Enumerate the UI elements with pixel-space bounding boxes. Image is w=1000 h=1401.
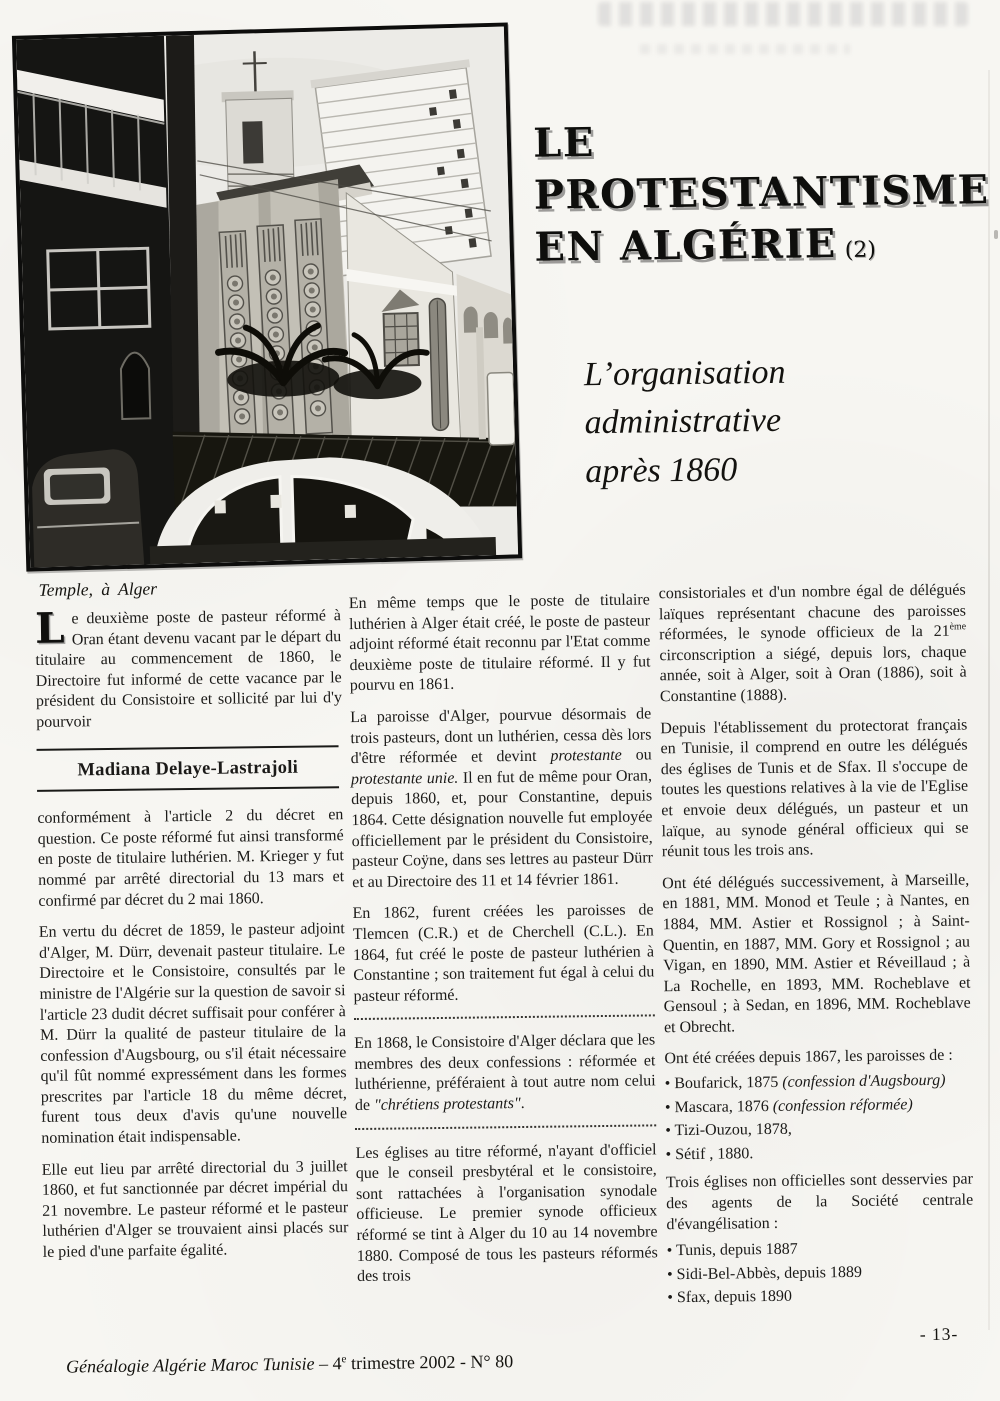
temple-photo [12, 22, 522, 571]
photo-caption: Temple, à Alger [38, 578, 158, 600]
journal-footer: Généalogie Algérie Maroc Tunisie – 4e trimestre 2002 - N° 80 [65, 1351, 514, 1377]
paragraph: Les églises au titre réformé, n'ayant d'officiel que le conseil presbytéral et le consistoire, sont rattachées à l'organisation synodale officieuse. Le premier synode officieux réformé se tint à Alger du 10 au 14 novembre 1880. Composé de tous les pasteurs réformés des trois [355, 1141, 658, 1286]
drop-cap: L [34, 603, 65, 653]
column-1 [34, 603, 349, 1274]
title-line-1: LE [532, 119, 596, 167]
paragraph: La paroisse d'Alger, pourvue désormais de trois pasteurs, dont un luthérien, cessa dès lors d'être réformée et devint protestante ou protestante unie. Il en fut de même pour Oran, depuis 1860, et, pour Constantine, depuis 1864. Cette désignation nouvelle fut employée officiellement par le président du Consistoire, pasteur Coÿne, dans ses lettres au pasteur Dürr et au Directoire des 11 et 14 février 1861. [350, 705, 654, 891]
subtitle-line-2: administrative [584, 402, 782, 442]
paragraph: Ont été créées depuis 1867, les paroisses de : [664, 1047, 953, 1068]
subtitle-line-1: L’organisation [583, 353, 786, 394]
author-box [37, 745, 340, 792]
dotted-separator [354, 1015, 655, 1021]
paragraph: consistoriales et d'un nombre égal de délégués laïques représentant chacune des paroisses réformées, le synode officieux de la 21ème circonscription a siégé, depuis lors, chaque année, soit à Alger, soit à Oran (1886), soit à Constantine (1888). [658, 581, 967, 706]
paragraph: Trois églises non officielles sont desservies par des agents de la Société centrale d'évangélisation : [665, 1170, 974, 1233]
paragraph: En 1868, le Consistoire d'Alger déclara que les membres des deux confessions : réformée et luthérienne, préféraient à tout autre nom celui de "chrétiens protestants". [354, 1031, 656, 1115]
column-3 [659, 581, 975, 1313]
paragraph: En vertu du décret de 1859, le pasteur adjoint d'Alger, M. Dürr, devenait pasteur titulaire. Le Directoire et le Consistoire, consultés par le ministre de l'Algérie sur la question de savoir si l'article 23 dudit décret suffisait pour conférer à M. Dürr la qualité de pasteur titulaire de la confession d'Augsbourg, ou s'il était nécessaire qu'il fût nommé expressément dans les formes prescrites par l'article 18 du même décret, furent tous deux d'avis qu'une nouvelle nomination était indispensable. [38, 920, 348, 1147]
paragraph: En même temps que le poste de titulaire luthérien à Alger était créé, le poste de pasteur adjoint réformé était reconnu par l'Etat comme deuxième poste de titulaire réformé. Il y fut pourvu en 1861. [348, 591, 651, 695]
article-subtitle [584, 346, 986, 496]
list-item: • Tunis, depuis 1887 [666, 1240, 798, 1260]
page-number: - 13- [919, 1323, 959, 1345]
list-item: • Boufarick, 1875 (confession d'Augsbourg) [664, 1071, 946, 1093]
title-line-2: PROTESTANTISME [533, 166, 990, 219]
scan-speck [994, 230, 998, 239]
list-item: • Mascara, 1876 (confession réformée) [664, 1095, 913, 1116]
paragraph: Depuis l'établissement du protectorat français en Tunisie, il comprend en outre les délégués des églises de Tunis et de Sfax. Il s'occupe de toutes les questions relatives à la vie de l'Eglise et envoie deux délégués, un pasteur et un laïque, au synode général officieux qui se réunit tous les trois ans. [660, 716, 969, 861]
paragraph: En 1862, furent créées les paroisses de Tlemcen (C.R.) et de Cherchell (C.L.). En 1864, fut créé le poste de pasteur luthérien à Constantine ; son traitement fut égal à celui du pasteur réformé. [352, 901, 655, 1005]
author-name: Madiana Delaye-Lastrajoli [77, 757, 299, 780]
list-item: • Sidi-Bel-Abbès, depuis 1889 [666, 1263, 863, 1284]
list-item: • Sfax, depuis 1890 [667, 1288, 793, 1307]
paragraph: Ont été délégués successivement, à Marseille, en 1881, MM. Monod et Teule ; à Nantes, en 1884, MM. Astier et Rossignol ; à Saint-Quentin, en 1887, MM. Gory et Rossignol ; au Vigan, en 1890, MM. Astier et Réveillaud ; à La Rochelle, en 1893, MM. Rocheblave et Gensoul ; à Sedan, en 1896, MM. Rocheblave et Obrecht. [662, 871, 971, 1037]
list-item: • Tizi-Ouzou, 1878, [665, 1120, 792, 1140]
title-part-number: (2) [844, 237, 877, 263]
subtitle-line-3: après 1860 [584, 450, 738, 490]
article-title [532, 112, 990, 273]
paragraph: Elle eut lieu par arrêté directorial du 3 juillet 1860, et fut sanctionnée par décret impérial du 21 novembre. Le pasteur réformé et le pasteur luthérien d'Alger se trouvaient ainsi placés sur le pied d'une parfaite égalité. [41, 1157, 349, 1261]
dotted-separator [355, 1124, 656, 1130]
list-item: • Sétif , 1880. [665, 1145, 754, 1164]
paragraph: conformément à l'article 2 du décret en question. Ce poste réformé fut ainsi transformé en poste de titulaire luthérien. M. Krieger y fut nommé par arrêté directorial du 13 mars et confirmé par décret du 2 mai 1860. [37, 806, 345, 910]
title-line-3: EN ALGÉRIE (2) [534, 220, 877, 271]
column-2 [349, 590, 659, 1298]
temple-photo-graphic [16, 27, 518, 568]
paragraph: Le deuxième poste de pasteur réformé à Oran étant devenu vacant par le départ du titulaire au commencement de 1860, le Directoire fut informé de cette vacance par le président du Consistoire et sollicité par lui d'y pourvoir [34, 603, 343, 731]
